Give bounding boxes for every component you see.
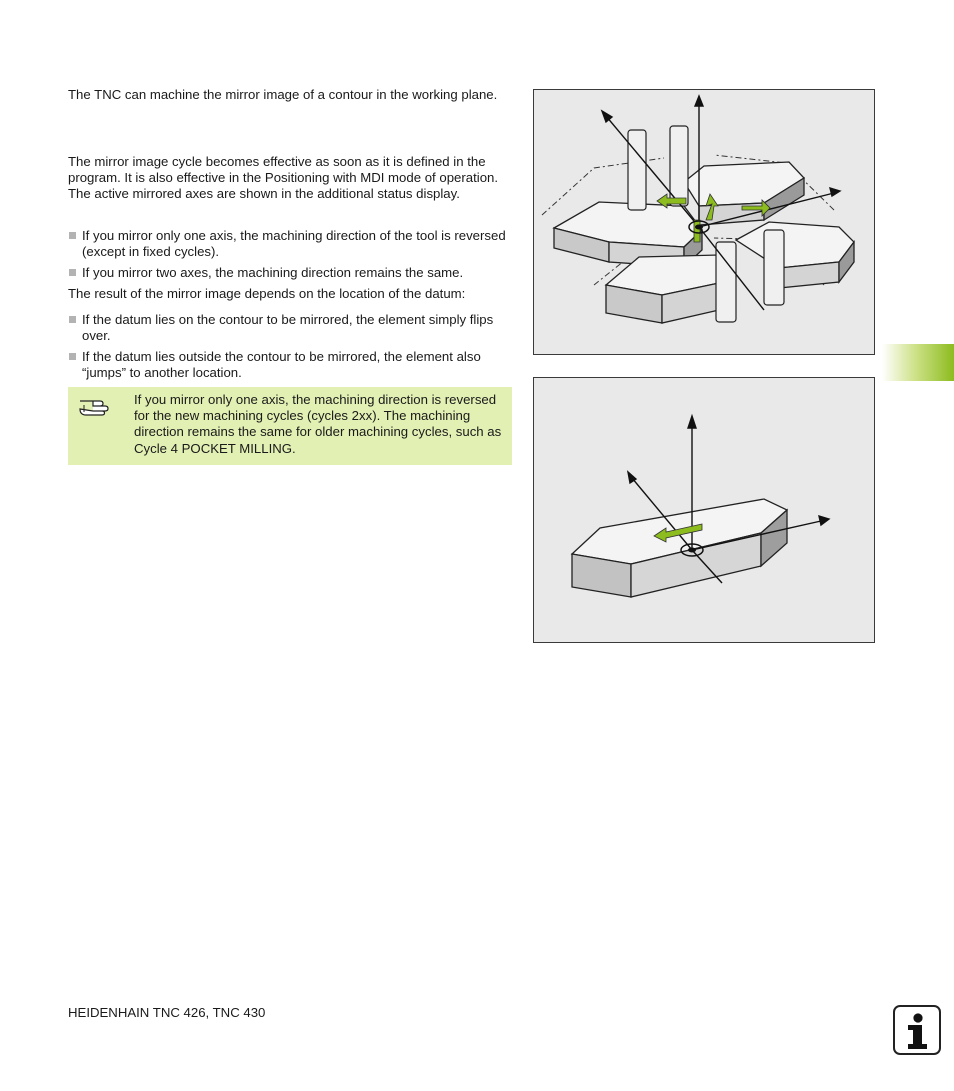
info-icon <box>893 1005 941 1055</box>
bullet-square-icon <box>69 316 76 323</box>
note-box <box>68 387 512 465</box>
datum-intro-paragraph: The result of the mirror image depends on the location of the datum: <box>68 286 466 301</box>
chapter-tab-marker <box>882 344 954 381</box>
bullet-square-icon <box>69 269 76 276</box>
note-text: If you mirror only one axis, the machining direction is reversed for the new machining cycles (cycles 2xx). The machining direction remains the same for older machining cycles, such as Cycle 4 POCKET MILLING. <box>134 392 502 456</box>
list-item <box>68 312 510 344</box>
list-item <box>68 265 510 281</box>
intro-paragraph: The TNC can machine the mirror image of a contour in the working plane. <box>68 87 498 102</box>
pointing-hand-icon <box>78 395 112 417</box>
bullet-square-icon <box>69 232 76 239</box>
list-item <box>68 349 510 381</box>
list-item-text: If you mirror only one axis, the machining direction of the tool is reversed (except in fixed cycles). <box>82 228 506 260</box>
effect-paragraph: The mirror image cycle becomes effective as soon as it is defined in the program. It is also effective in the Positioning with MDI mode of operation. The active mirrored axes are shown in the additional status display. <box>68 154 499 202</box>
bullet-square-icon <box>69 353 76 360</box>
page-footer: HEIDENHAIN TNC 426, TNC 430 <box>68 1005 266 1020</box>
list-item <box>68 228 510 260</box>
list-item-text: If the datum lies outside the contour to be mirrored, the element also “jumps” to another location. <box>82 349 481 381</box>
list-item-text: If the datum lies on the contour to be mirrored, the element simply flips over. <box>82 312 494 344</box>
figure-mirror-two-axes <box>533 89 875 355</box>
list-item-text: If you mirror two axes, the machining direction remains the same. <box>82 265 464 280</box>
figure-mirror-one-axis <box>533 377 875 643</box>
